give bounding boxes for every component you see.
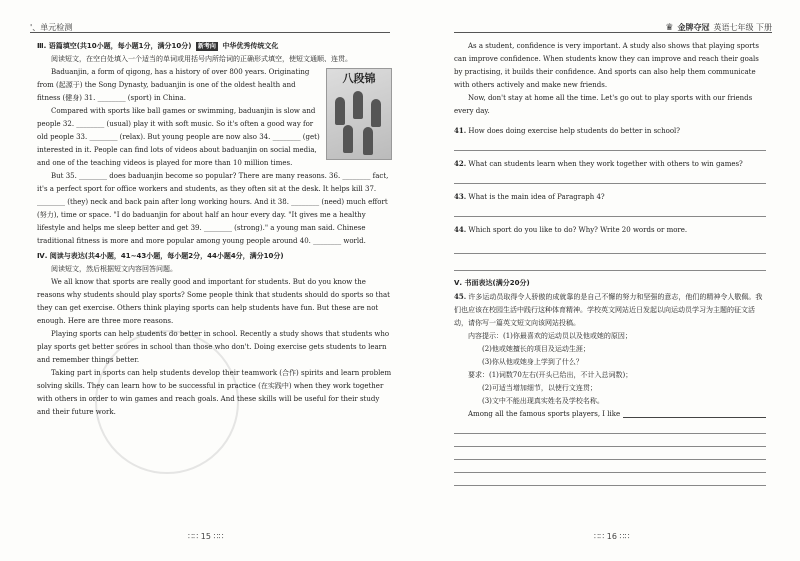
section3-header: Ⅲ. 语篇填空(共10小题，每小题1分，满分10分) 新考向 中华优秀传统文化	[37, 42, 279, 50]
starter-blank[interactable]	[623, 408, 766, 418]
subject-label: 英语七年级 下册	[713, 23, 772, 32]
answer-line[interactable]	[454, 171, 766, 184]
content-tip: (3)你从他或她身上学到了什么？	[482, 358, 583, 366]
crown-icon: ♛	[665, 22, 674, 33]
page-number-right: ∷∷ 16 ∷∷	[594, 532, 630, 541]
writing-prompt: 45. 许多运动员取得令人骄傲的成就靠的是自己不懈的努力和坚强的意志，他们的精神令人敬佩。我们也应该在校园生活中践行这种体育精神。学校英文网站近日发起以向运动员学习为主题的征文活动，请你写一篇英文短文向该网站投稿。	[454, 292, 763, 327]
requirement: (3)文中不能出现真实姓名及学校名称。	[482, 397, 604, 405]
passage3-paragraph: Baduanjin, a form of qigong, has a history of over 800 years. Originating from (起源于) the Song Dynasty, baduanjin is one of the oldest health and fitness (健身) 31. ________ (sport) in China.	[37, 68, 310, 102]
answer-line[interactable]	[454, 241, 766, 254]
header-rule-left	[30, 32, 390, 33]
passage4-paragraph: As a student, confidence is very important. A study also shows that playing sports can improve confidence. When students know they can improve and reach their goals by practising, it builds their confidence. And sports can also help them communicate with others actively and make new friends.	[454, 42, 759, 89]
passage4-paragraph: We all know that sports are really good and important for students. But do you know the reasons why students should play sports? Some people think that students should do sports so that they can get exercise. Others think playing sports can help students have fun. But these are not enough. Here are three more reasons.	[37, 278, 390, 325]
figure-icon	[363, 127, 373, 155]
writing-line[interactable]	[454, 447, 766, 460]
requirement: (2)可适当增加细节，以使行文连贯；	[482, 384, 597, 392]
answer-line[interactable]	[454, 258, 766, 271]
baduanjin-photo: 八段锦	[326, 68, 392, 160]
header-left: '、单元检测	[30, 23, 73, 32]
page-mark-icon: ∷∷	[619, 532, 630, 541]
bracket-icon: '、	[30, 23, 41, 32]
writing-starter: Among all the famous sports players, I like	[454, 408, 766, 421]
writing-line[interactable]	[454, 460, 766, 473]
writing-line[interactable]	[454, 473, 766, 486]
writing-line[interactable]	[454, 434, 766, 447]
figure-icon	[353, 91, 363, 119]
answer-line[interactable]	[454, 138, 766, 151]
section5-header: Ⅴ. 书面表达(满分20分)	[454, 279, 530, 287]
question-41: 41. How does doing exercise help students do better in school?	[454, 124, 766, 151]
brand-name: 金牌夺冠	[677, 23, 710, 32]
question-43: 43. What is the main idea of Paragraph 4?	[454, 190, 766, 217]
figure-icon	[343, 125, 353, 153]
section3-instruction: 阅读短文，在空白处填入一个适当的单词或用括号内所给词的正确形式填空，使短文通顺、连贯。	[51, 55, 352, 63]
passage4-paragraph: Taking part in sports can help students develop their teamwork (合作) spirits and learn problem solving skills. They can learn how to be successful in practice (在实践中) when they work together with others in order to win games and reach goals. And these skills will be useful for their study and their future work.	[37, 369, 392, 416]
writing-line[interactable]	[454, 421, 766, 434]
content-tips-title: 内容提示：(1)你最喜欢的运动员以及他或她的原因；	[468, 332, 632, 340]
passage3-paragraph: But 35. ________ does baduanjin become so popular? There are many reasons. 36. ________ fact, it's a perfect sport for office workers and students, as they often sit at the desk. It helps kill 37. ________ (they) neck and back pain after long working hours. And it 38. ________ (need) much effort (努力), time or space. "I do baduanjin for about half an hour every day. "It gives me a healthy lifestyle and helps me sleep better and get 39. ________ (strong)." a young man said. Chinese traditional fitness is more and more popular among young people around 40. ________ world.	[37, 172, 389, 245]
passage4-paragraph: Now, don't stay at home all the time. Let's go out to play sports with our friends every day.	[454, 94, 753, 115]
section4-header: Ⅳ. 阅读与表达(共4小题，41~43小题，每小题2分，44小题4分，满分10分)	[37, 252, 284, 260]
content-tip: (2)他或她擅长的项目及运动生涯；	[482, 345, 590, 353]
page-mark-icon: ∷∷	[213, 532, 224, 541]
question-42: 42. What can students learn when they work together with others to win games?	[454, 157, 766, 184]
requirements-title: 要求：(1)词数70左右(开头已给出，不计入总词数)；	[468, 371, 633, 379]
figure-icon	[371, 99, 381, 127]
new-trend-tag: 新考向	[197, 43, 216, 50]
left-column	[37, 40, 392, 419]
figure-icon	[335, 97, 345, 125]
passage4-paragraph: Playing sports can help students do better in school. Recently a study shows that students who play sports get better scores in school than those who don't. Doing exercise gets students to learn and remember things better.	[37, 330, 390, 364]
header-rule-right	[454, 32, 772, 33]
answer-line[interactable]	[454, 204, 766, 217]
passage3-paragraph: Compared with sports like ball games or swimming, baduanjin is slow and people 32. ________ (usual) play it with soft music. So it's often a good way for old people 33. ________ (relax). But young people are now also 34. ________ (get) interested in it. People can find lots of videos about baduanjin on social media, and one of the teaching videos is played for more than 10 million times.	[37, 107, 320, 167]
page-mark-icon: ∷∷	[594, 532, 605, 541]
section4-instruction: 阅读短文，然后根据短文内容回答问题。	[51, 265, 177, 273]
page-mark-icon: ∷∷	[188, 532, 199, 541]
question-44: 44. Which sport do you like to do? Why? Write 20 words or more.	[454, 223, 766, 271]
page-number-left: ∷∷ 15 ∷∷	[188, 532, 224, 541]
right-column	[454, 40, 766, 486]
